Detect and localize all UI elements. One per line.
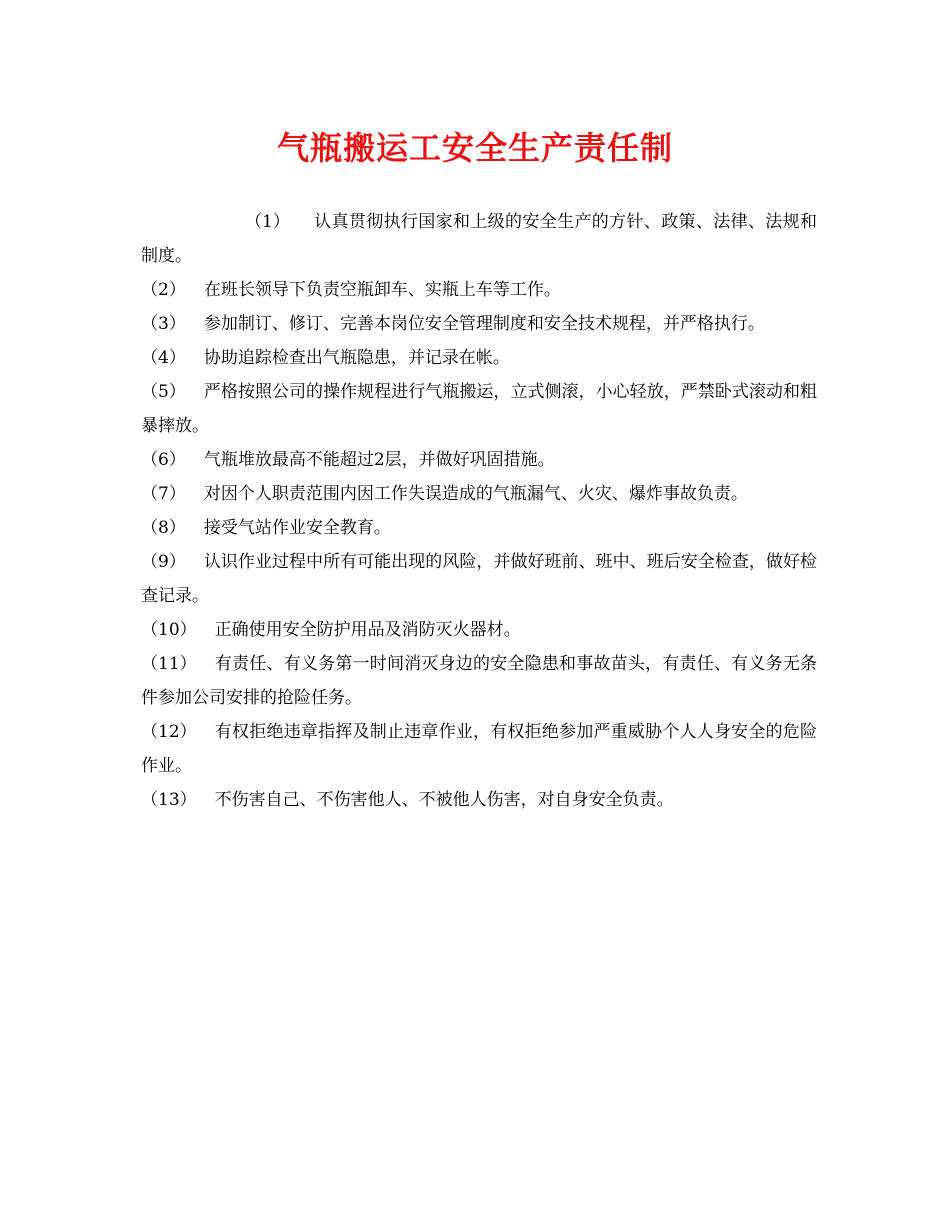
item-text: 对因个人职责范围内因工作失误造成的气瓶漏气、火灾、爆炸事故负责。 [203, 484, 748, 504]
item-text: 不伤害自己、不伤害他人、不被他人伤害，对自身安全负责。 [214, 790, 674, 810]
item-text: 在班长领导下负责空瓶卸车、实瓶上车等工作。 [203, 280, 561, 300]
item-number: （4） [141, 348, 186, 368]
item-number: （10） [141, 620, 197, 640]
list-item [141, 715, 817, 783]
item-number: （8） [141, 518, 186, 538]
item-text: 参加制订、修订、完善本岗位安全管理制度和安全技术规程，并严格执行。 [203, 314, 765, 334]
item-number: （5） [141, 382, 186, 402]
item-text: 协助追踪检查出气瓶隐患，并记录在帐。 [203, 348, 510, 368]
item-number: （11） [141, 654, 197, 674]
list-item [141, 647, 817, 715]
item-text: 有责任、有义务第一时间消灭身边的安全隐患和事故苗头，有责任、有义务无条件参加公司安排的抢险任务。 [141, 654, 817, 708]
item-text: 正确使用安全防护用品及消防灭火器材。 [214, 620, 521, 640]
list-item [141, 375, 817, 443]
responsibility-list [141, 205, 817, 817]
item-text: 认真贯彻执行国家和上级的安全生产的方针、政策、法律、法规和制度。 [141, 212, 817, 266]
item-text: 认识作业过程中所有可能出现的风险，并做好班前、班中、班后安全检查，做好检查记录。 [141, 552, 817, 606]
item-text: 接受气站作业安全教育。 [203, 518, 391, 538]
item-text: 有权拒绝违章指挥及制止违章作业，有权拒绝参加严重威胁个人人身安全的危险作业。 [141, 722, 817, 776]
item-number: （3） [141, 314, 186, 334]
item-number: （1） [245, 212, 290, 232]
item-number: （9） [141, 552, 186, 572]
list-item [141, 341, 817, 375]
document-title: 气瓶搬运工安全生产责任制 [276, 129, 673, 167]
item-number: （6） [141, 450, 186, 470]
list-item [141, 273, 817, 307]
item-number: （12） [141, 722, 197, 742]
item-text: 严格按照公司的操作规程进行气瓶搬运，立式侧滚，小心轻放，严禁卧式滚动和粗暴摔放。 [141, 382, 817, 436]
list-item [141, 545, 817, 613]
list-item [141, 783, 817, 817]
item-number: （2） [141, 280, 186, 300]
list-item [141, 443, 817, 477]
item-number: （13） [141, 790, 197, 810]
item-number: （7） [141, 484, 186, 504]
list-item [141, 205, 817, 273]
list-item [141, 613, 817, 647]
item-text: 气瓶堆放最高不能超过2层，并做好巩固措施。 [203, 450, 555, 470]
list-item [141, 307, 817, 341]
list-item [141, 511, 817, 545]
list-item [141, 477, 817, 511]
